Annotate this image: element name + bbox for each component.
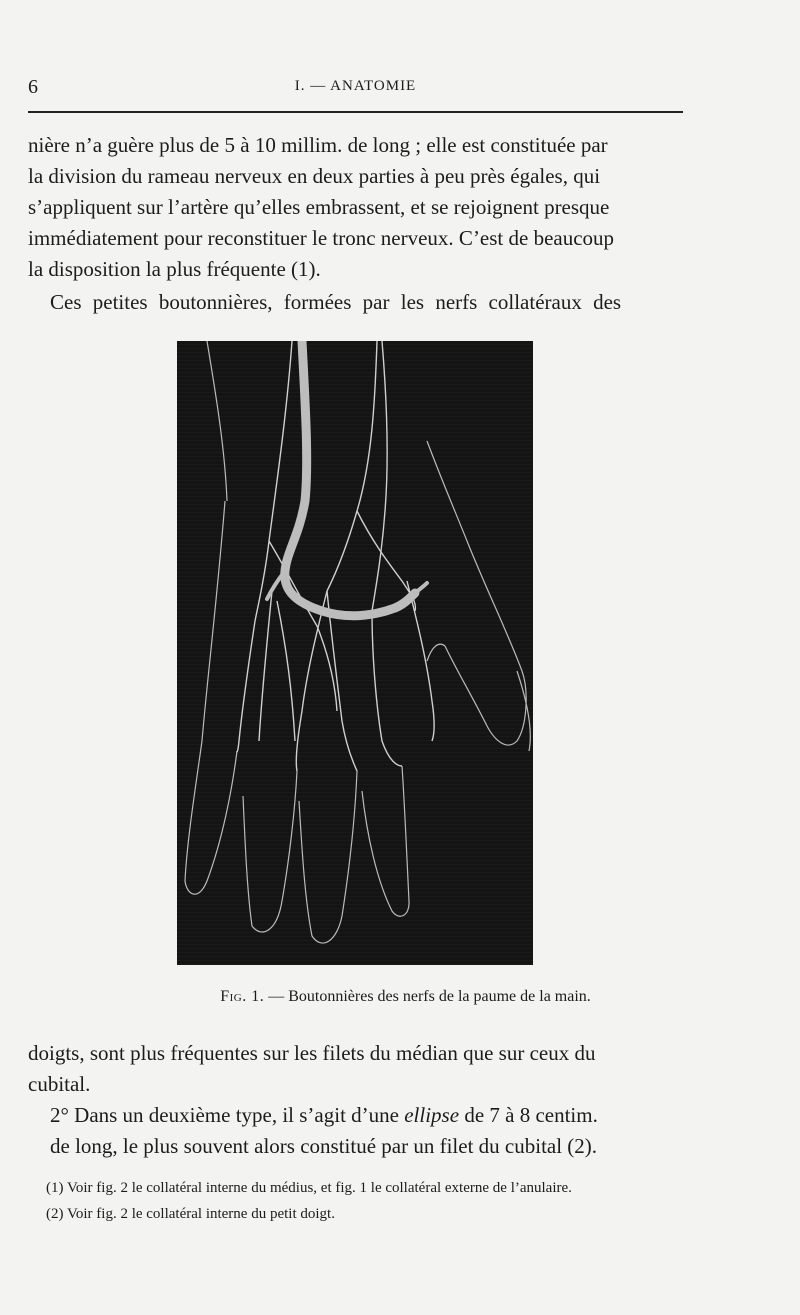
text-line: cubital. [28, 1072, 91, 1096]
page-number: 6 [28, 76, 38, 98]
footnotes [28, 1177, 683, 1229]
text-line: immédiatement pour reconstituer le tronc nerveux. C’est de beaucoup [28, 226, 615, 250]
running-title: I. — ANATOMIE [294, 78, 417, 94]
paragraph-1 [28, 130, 683, 285]
header-rule [28, 111, 683, 113]
paragraph-4 [28, 1100, 683, 1162]
figure-caption [28, 988, 783, 1006]
figure-label: Fig. 1. [220, 988, 265, 1005]
text-line: la disposition la plus fréquente (1). [28, 257, 321, 281]
footnote-1: (1) Voir fig. 2 le collatéral interne du médius, et fig. 1 le collatéral externe de l’anulaire. [46, 1180, 572, 1196]
text-segment: 2° Dans un deuxième type, il s’agit d’une [50, 1103, 399, 1127]
nerve-branches [237, 341, 434, 771]
text-line: s’appliquent sur l’artère qu’elles embrassent, et se rejoignent presque [28, 195, 610, 219]
text-line: nière n’a guère plus de 5 à 10 millim. de long ; elle est constituée par [28, 133, 608, 157]
footnote-2: (2) Voir fig. 2 le collatéral interne du petit doigt. [46, 1206, 335, 1222]
hand-nerves-illustration [177, 341, 533, 965]
text-line: la division du rameau nerveux en deux parties à peu près égales, qui [28, 164, 601, 188]
paragraph-2: Ces petites boutonnières, formées par les nerfs collatéraux des [50, 290, 622, 314]
text-line: doigts, sont plus fréquentes sur les filets du médian que sur ceux du [28, 1041, 596, 1065]
figure-caption-text: — Boutonnières des nerfs de la paume de la main. [268, 988, 591, 1005]
text-segment: de 7 à 8 centim. [464, 1103, 598, 1127]
artery-arch [267, 341, 427, 616]
italic-term: ellipse [404, 1103, 460, 1127]
text-line: de long, le plus souvent alors constitué par un filet du cubital (2). [50, 1134, 598, 1158]
hand-nerves-figure [177, 341, 533, 965]
hand-outline [185, 341, 530, 943]
page-header [28, 72, 683, 102]
paragraph-3 [28, 1038, 683, 1100]
